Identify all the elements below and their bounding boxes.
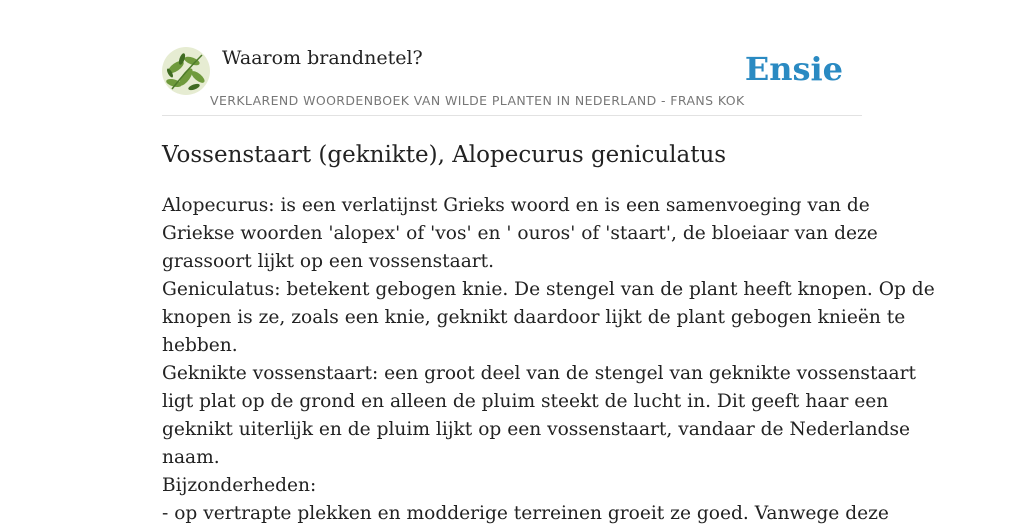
text-line: hebben. (162, 335, 238, 356)
page-title: Vossenstaart (geknikte), Alopecurus geniculatus (162, 142, 727, 168)
text-line: Geknikte vossenstaart: een groot deel van de stengel van geknikte vossenstaart (162, 363, 916, 384)
text-line: Geniculatus: betekent gebogen knie. De stengel van de plant heeft knopen. Op de (162, 279, 935, 300)
brand-logo[interactable]: Ensie (744, 50, 843, 88)
paragraph-geniculatus (162, 276, 935, 360)
paragraph-bijzonderheden (162, 472, 889, 528)
paragraph-geknikte-vossenstaart (162, 360, 916, 472)
avatar[interactable] (162, 47, 210, 95)
plant-leaves-icon (162, 47, 210, 95)
text-line: knopen is ze, zoals een knie, geknikt daardoor lijkt de plant gebogen knieën te (162, 307, 906, 328)
text-line: geknikt uiterlijk en de pluim lijkt op een vossenstaart, vandaar de Nederlandse (162, 419, 910, 440)
text-line: Bijzonderheden: (162, 475, 317, 496)
text-line: - op vertrapte plekken en modderige terreinen groeit ze goed. Vanwege deze (162, 503, 889, 524)
text-line: ligt plat op de grond en alleen de pluim steekt de lucht in. Dit geeft haar een (162, 391, 889, 412)
text-line: naam. (162, 447, 220, 468)
divider (162, 115, 862, 116)
paragraph-alopecurus (162, 192, 878, 276)
text-line: Alopecurus: is een verlatijnst Grieks woord en is een samenvoeging van de (162, 195, 870, 216)
page-content (162, 0, 935, 524)
text-line: grassoort lijkt op een vossenstaart. (162, 251, 495, 272)
source-link[interactable]: VERKLAREND WOORDENBOEK VAN WILDE PLANTEN IN NEDERLAND - FRANS KOK (210, 93, 745, 108)
text-line: Griekse woorden 'alopex' of 'vos' en ' ouros' of 'staart', de bloeiaar van deze (162, 223, 878, 244)
article-body (162, 192, 935, 528)
question-link[interactable]: Waarom brandnetel? (222, 47, 423, 69)
